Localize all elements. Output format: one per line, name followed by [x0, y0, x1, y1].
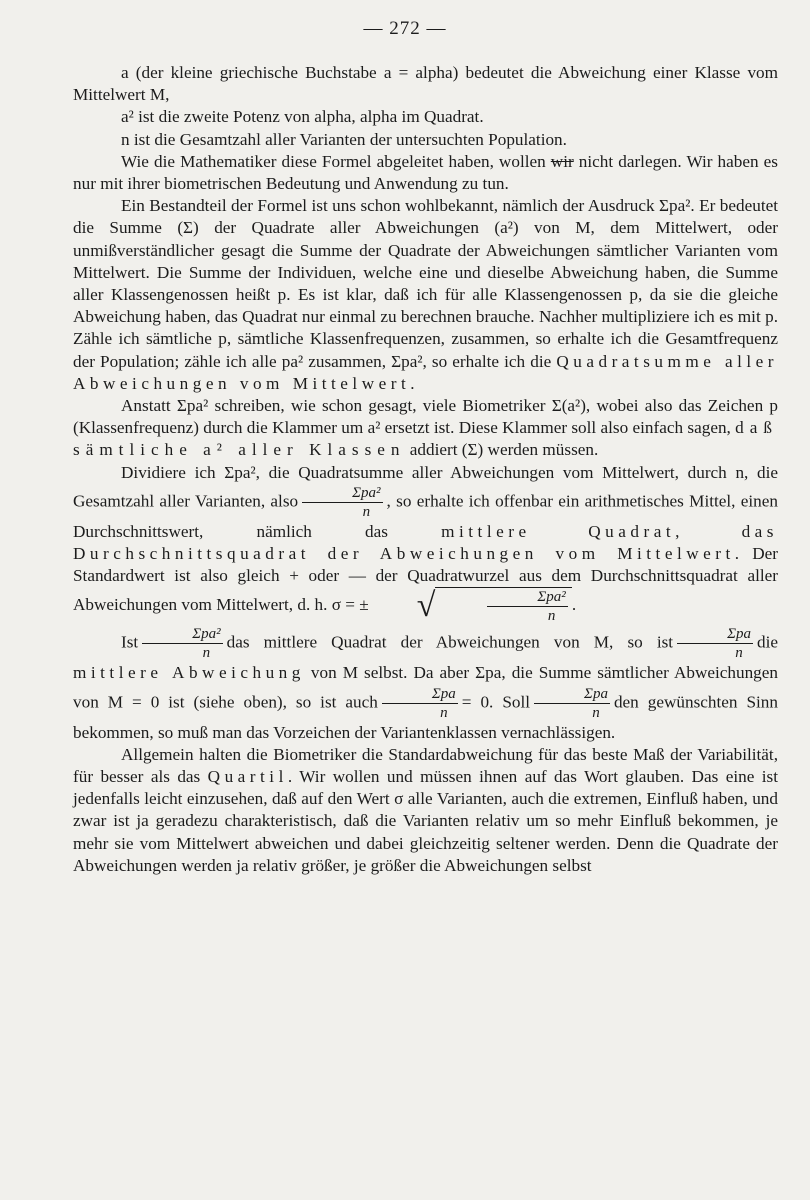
fraction — [302, 484, 382, 521]
spaced-emphasis: daß sämtliche a² aller Klassen — [73, 418, 778, 460]
paragraph-alpha-square: a² ist die zweite Potenz von alpha, alpha im Quadrat. — [121, 107, 484, 127]
text-run: Wie die Mathematiker diese Formel abgeleitet haben, wollen — [121, 151, 551, 171]
fraction-numerator: Σpa — [382, 685, 458, 704]
fraction-numerator: Σpa² — [302, 484, 382, 503]
fraction-numerator: Σpa — [534, 685, 610, 704]
paragraph-n-definition: n ist die Gesamtzahl aller Varianten der untersuchten Population. — [121, 129, 567, 149]
fraction-denominator: n — [202, 645, 211, 662]
fraction-denominator: n — [547, 608, 556, 625]
paragraph-mean-deviation — [73, 625, 778, 743]
text-run: Anstatt Σpa² schreiben, wie schon gesagt, viele Biometriker Σ(a²), wobei also das Zeichen p (Klassenfrequenz) durch die Klammer um a² ersetzt ist. Diese Klammer soll also einfach sagen, — [73, 396, 778, 438]
fraction-denominator: n — [440, 704, 448, 721]
struck-word: wir — [550, 151, 574, 171]
fraction-denominator: n — [735, 645, 743, 662]
text-run: . Der Standardwert ist also gleich + oder — der Quadratwurzel aus dem Durchschnittsquadrat aller Abweichungen vom Mittelwert, d. h. σ = ± — [73, 544, 778, 615]
text-run: Allgemein halten die Biometriker die Standardabweichung für das beste Maß der Variabilität, für besser als das — [73, 744, 778, 787]
radical-sign-icon: √ — [416, 587, 436, 625]
page-number: — 272 — — [363, 18, 447, 39]
text-run: , so erhalte ich offenbar ein arithmetisches Mittel, einen Durchschnittswert, nämlich das — [73, 491, 779, 541]
fraction — [142, 625, 222, 662]
fraction-denominator: n — [592, 704, 600, 721]
square-root — [369, 587, 572, 625]
paragraph-formula-origin — [73, 151, 778, 195]
text-run: . Wir wollen und müssen ihnen auf das Wort glauben. Das eine ist jedenfalls leicht einzusehen, daß auf den Wert σ alle Varianten, auch die extremen, Einfluß haben, und zwar ist ja geradezu charakteristisch, daß die Varianten relativ um so mehr Einfluß bekommen, je mehr sie vom Mittelwert abweichen und dabei gleichzeitig seltener werden. Denn die Quadrate der Abweichungen werden ja relativ größer, je größer die Abweichungen selbst — [73, 767, 778, 875]
text-run: Dividiere ich Σpa², die Quadratsumme aller Abweichungen vom Mittelwert, durch n, die Gesamtzahl aller Varianten, also — [73, 462, 778, 511]
paragraph-mean-square: Dividiere ich Σpa², die Quadratsumme aller Abweichungen vom Mittelwert, durch n, die Gesamtzahl aller Varianten, also $\frac{\text{Σpa²}}{n}$ , so erhalte ich offenbar ein arithmetisches Mittel, einen Durchschnittswert, nämlich das mittlere Quadrat, das Durchschnittsquadrat der Abweichungen vom Mittelwert. Der Standardwert ist also gleich + oder — der Quadratwurzel aus dem Durchschnittsquadrat aller Abweichungen vom Mittelwert, d. h. σ = ± √ $\frac{\text{Σpa²}}{n}$ . — [73, 462, 779, 625]
paragraph-standard-deviation-merit — [73, 744, 778, 877]
fraction-numerator: Σpa² — [487, 588, 567, 607]
fraction-denominator: n — [362, 503, 371, 520]
fraction — [487, 588, 567, 625]
fraction — [382, 685, 458, 722]
fraction-numerator: Σpa — [677, 625, 753, 644]
text-run: die — [757, 632, 778, 652]
fraction — [677, 625, 753, 662]
spaced-emphasis: Quartil — [207, 767, 288, 787]
text-run: = 0. Soll — [461, 692, 531, 712]
text-run: von M selbst. Da aber Σpa, die Summe sämtlicher Abweichungen von M = 0 ist (siehe oben), so ist auch — [73, 663, 778, 712]
spaced-emphasis: mittlere Quadrat, das Durchschnittsquadrat der Abweichungen vom Mittelwert — [73, 521, 778, 564]
text-run: Ein Bestandteil der Formel ist uns schon wohlbekannt, nämlich der Ausdruck Σpa². Er bedeutet die Summe (Σ) der Quadrate aller Abweichungen (a²) von M, dem Mittelwert, oder unmißverständlicher gesagt die Summe der Quadrate der Abweichungen sämtlicher Varianten vom Mittelwert. Die Summe der Individuen, welche eine und dieselbe Abweichung haben, die Summe aller Klassengenossen heißt p. Es ist klar, daß ich für alle Klassengenossen p, da sie die gleiche Abweichung haben, das Quadrat nur einmal zu berechnen brauche. Nachher multipliziere ich es mit p. Zähle ich sämtliche p, sämtliche Klassenfrequenzen, zusammen, so erhalte ich die Gesamtfrequenz der Population; zähle ich alle pa² zusammen, Σpa², so erhalte ich die — [73, 196, 778, 371]
fraction-numerator: Σpa² — [142, 625, 222, 644]
spaced-emphasis: Quadratsumme aller Abweichungen vom Mittelwert — [73, 351, 778, 393]
body-text — [73, 62, 778, 877]
spaced-emphasis: mittlere Abweichung — [73, 663, 305, 683]
text-run: den gewünschten Sinn bekommen, so muß man das Vorzeichen der Variantenklassen vernachlässigen. — [73, 692, 778, 742]
text-run: . — [410, 373, 415, 393]
paragraph-sum-of-squares — [73, 195, 778, 395]
text-run: das mittlere Quadrat der Abweichungen von M, so ist — [226, 632, 674, 652]
fraction — [534, 685, 610, 722]
paragraph-alternate-notation — [73, 395, 778, 462]
paragraph-alpha-definition: a (der kleine griechische Buchstabe a = alpha) bedeutet die Abweichung einer Klasse vom Mittelwert M, — [73, 63, 778, 105]
text-run: addiert (Σ) werden müssen. — [405, 440, 599, 460]
text-run: nicht darlegen. Wir haben es nur mit ihrer biometrischen Bedeutung und Anwendung zu tun. — [73, 151, 778, 194]
text-run: Ist — [121, 632, 139, 652]
radicand — [435, 587, 571, 625]
